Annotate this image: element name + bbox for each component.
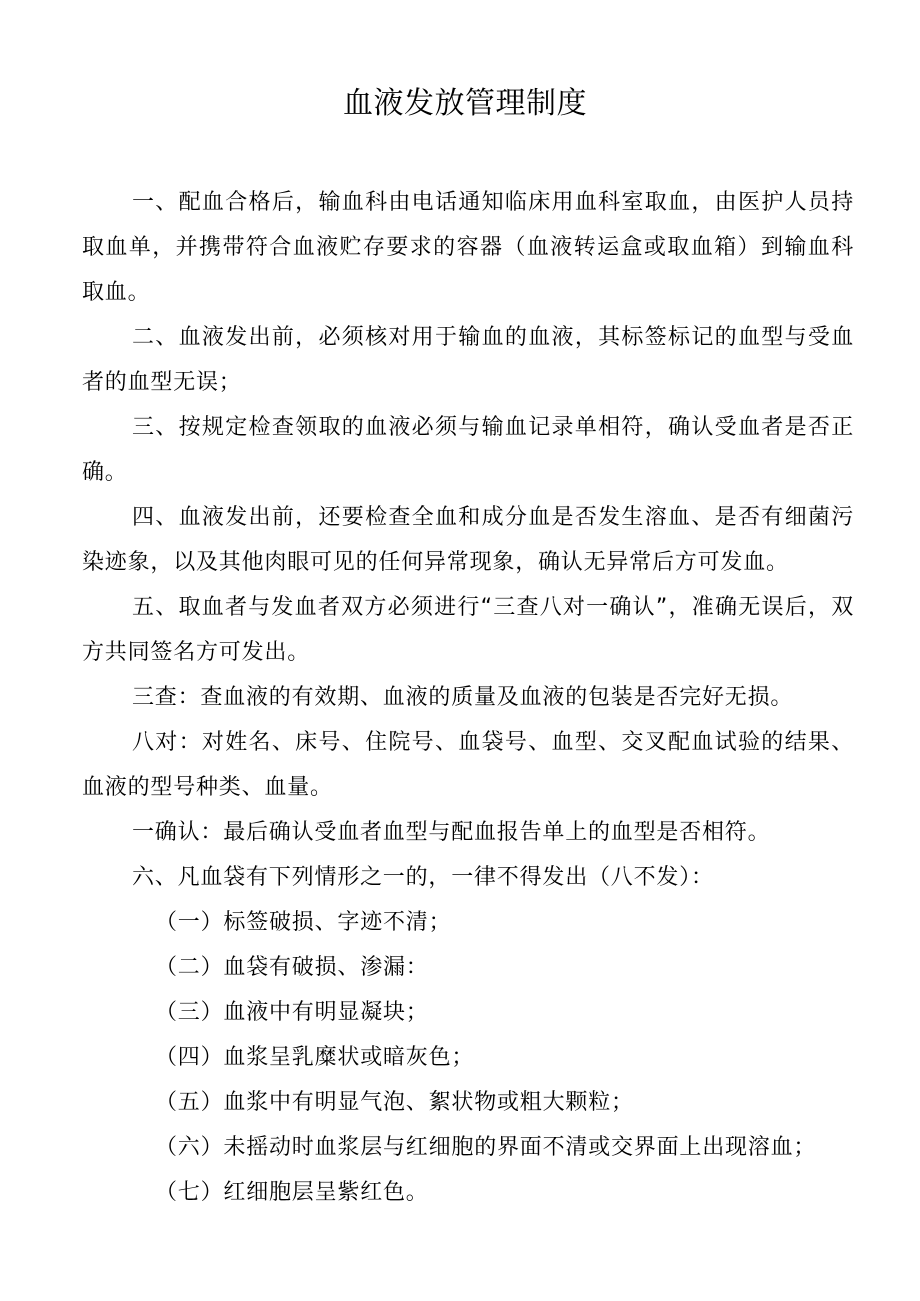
paragraph-three-checks: 三查：查血液的有效期、血液的质量及血液的包装是否完好无损。 — [132, 685, 794, 710]
list-item: （五）血浆中有明显气泡、絮状物或粗大颗粒； — [155, 1090, 634, 1115]
document-title: 血液发放管理制度 — [343, 86, 587, 121]
paragraph-2: 二、血液发出前，必须核对用于输血的血液，其标签标记的血型与受血者的血型无误； — [82, 325, 854, 395]
list-item: （七）红细胞层呈紫红色。 — [155, 1180, 429, 1205]
paragraph-6: 六、凡血袋有下列情形之一的，一律不得发出（八不发）： — [132, 865, 714, 890]
list-item: （二）血袋有破损、渗漏： — [155, 955, 429, 980]
document-body — [82, 180, 854, 1215]
list-item: （六）未摇动时血浆层与红细胞的界面不清或交界面上出现溶血； — [155, 1135, 817, 1160]
list-item: （三）血液中有明显凝块； — [155, 1000, 429, 1025]
list-item: （四）血浆呈乳糜状或暗灰色； — [155, 1045, 475, 1070]
paragraph-one-confirmation: 一确认：最后确认受血者血型与配血报告单上的血型是否相符。 — [132, 820, 771, 845]
list-item: （一）标签破损、字迹不清； — [155, 910, 452, 935]
paragraph-4: 四、血液发出前，还要检查全血和成分血是否发生溶血、是否有细菌污染迹象，以及其他肉眼可见的任何异常现象，确认无异常后方可发血。 — [82, 505, 854, 575]
paragraph-1: 一、配血合格后，输血科由电话通知临床用血科室取血，由医护人员持取血单，并携带符合血液贮存要求的容器（血液转运盒或取血箱）到输血科取血。 — [82, 190, 854, 305]
paragraph-eight-verifications: 八对：对姓名、床号、住院号、血袋号、血型、交叉配血试验的结果、血液的型号种类、血量。 — [82, 730, 854, 800]
paragraph-3: 三、按规定检查领取的血液必须与输血记录单相符，确认受血者是否正确。 — [82, 415, 854, 485]
paragraph-5: 五、取血者与发血者双方必须进行“三查八对一确认”，准确无误后，双方共同签名方可发出。 — [82, 595, 854, 665]
